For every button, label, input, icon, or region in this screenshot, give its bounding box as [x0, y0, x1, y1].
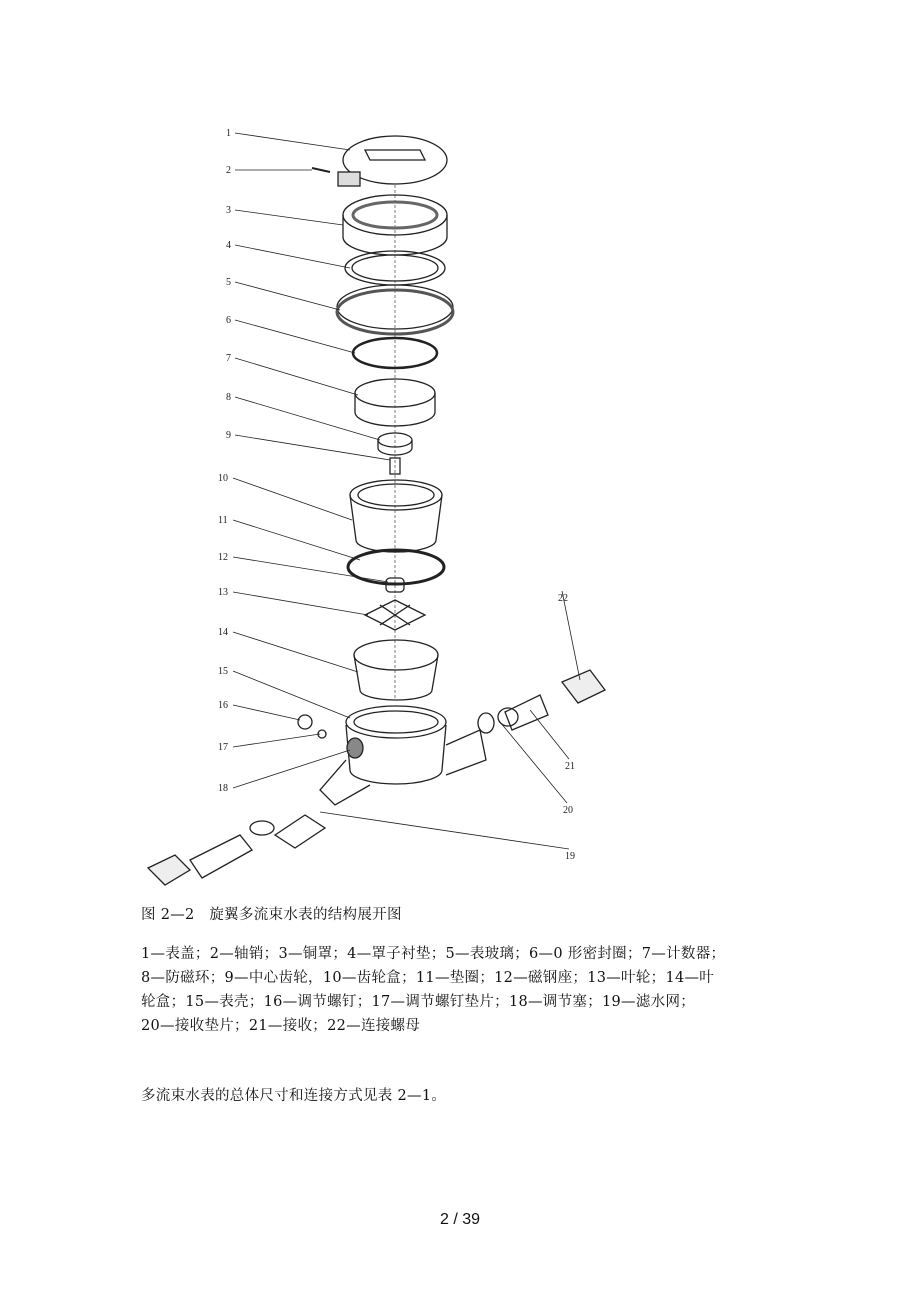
- part-label-14: 14: [218, 627, 228, 638]
- figure-caption: 图 2—2 旋翼多流束水表的结构展开图: [141, 907, 402, 923]
- part-label-16: 16: [218, 700, 228, 711]
- part-label-1: 1: [226, 128, 231, 139]
- part-label-8: 8: [226, 392, 231, 403]
- page-number: 2 / 39: [439, 1211, 481, 1228]
- leader-line: [320, 812, 569, 849]
- part-label-17: 17: [218, 742, 228, 753]
- legend-line: 1—表盖；2—轴销；3—铜罩；4—罩子衬垫；5—表玻璃；6—0 形密封圈；7—计数器；: [141, 946, 726, 962]
- part-label-15: 15: [218, 666, 228, 677]
- diagram-parts: [148, 136, 605, 885]
- leader-line: [233, 592, 368, 615]
- leader-line: [235, 282, 340, 310]
- leader-line: [235, 320, 355, 353]
- part-label-12: 12: [218, 552, 228, 563]
- leader-line: [233, 705, 300, 720]
- leader-line: [562, 591, 580, 680]
- leader-line: [233, 478, 352, 520]
- part-label-11: 11: [218, 515, 228, 526]
- leader-line: [233, 557, 388, 582]
- part-label-2: 2: [226, 165, 231, 176]
- part-label-5: 5: [226, 277, 231, 288]
- leader-line: [235, 435, 390, 460]
- leader-line: [233, 734, 320, 747]
- leader-line: [235, 210, 343, 225]
- leader-line: [530, 710, 569, 759]
- leader-line: [235, 358, 358, 395]
- part-label-18: 18: [218, 783, 228, 794]
- leader-line: [235, 133, 350, 150]
- part-label-13: 13: [218, 587, 228, 598]
- body-paragraph: 多流束水表的总体尺寸和连接方式见表 2—1。: [141, 1088, 447, 1104]
- leader-line: [233, 632, 358, 672]
- part-label-21: 21: [565, 761, 575, 772]
- part-label-22: 22: [558, 593, 568, 604]
- leader-line: [235, 245, 350, 268]
- part-label-3: 3: [226, 205, 231, 216]
- part-label-19: 19: [565, 851, 575, 862]
- part-label-4: 4: [226, 240, 231, 251]
- leader-line: [500, 722, 567, 803]
- legend-line: 8—防磁环；9—中心齿轮，10—齿轮盒；11—垫圈；12—磁钢座；13—叶轮；14—叶: [141, 970, 715, 986]
- leader-line: [233, 520, 360, 560]
- part-label-6: 6: [226, 315, 231, 326]
- leader-line: [235, 397, 380, 440]
- leader-line: [233, 671, 350, 718]
- part-label-10: 10: [218, 473, 228, 484]
- legend-line: 20—接收垫片；21—接收；22—连接螺母: [141, 1018, 421, 1034]
- legend-line: 轮盒；15—表壳；16—调节螺钉；17—调节螺钉垫片；18—调节塞；19—滤水网；: [141, 994, 696, 1010]
- part-label-9: 9: [226, 430, 231, 441]
- leader-line: [233, 750, 350, 788]
- part-label-20: 20: [563, 805, 573, 816]
- part-label-7: 7: [226, 353, 231, 364]
